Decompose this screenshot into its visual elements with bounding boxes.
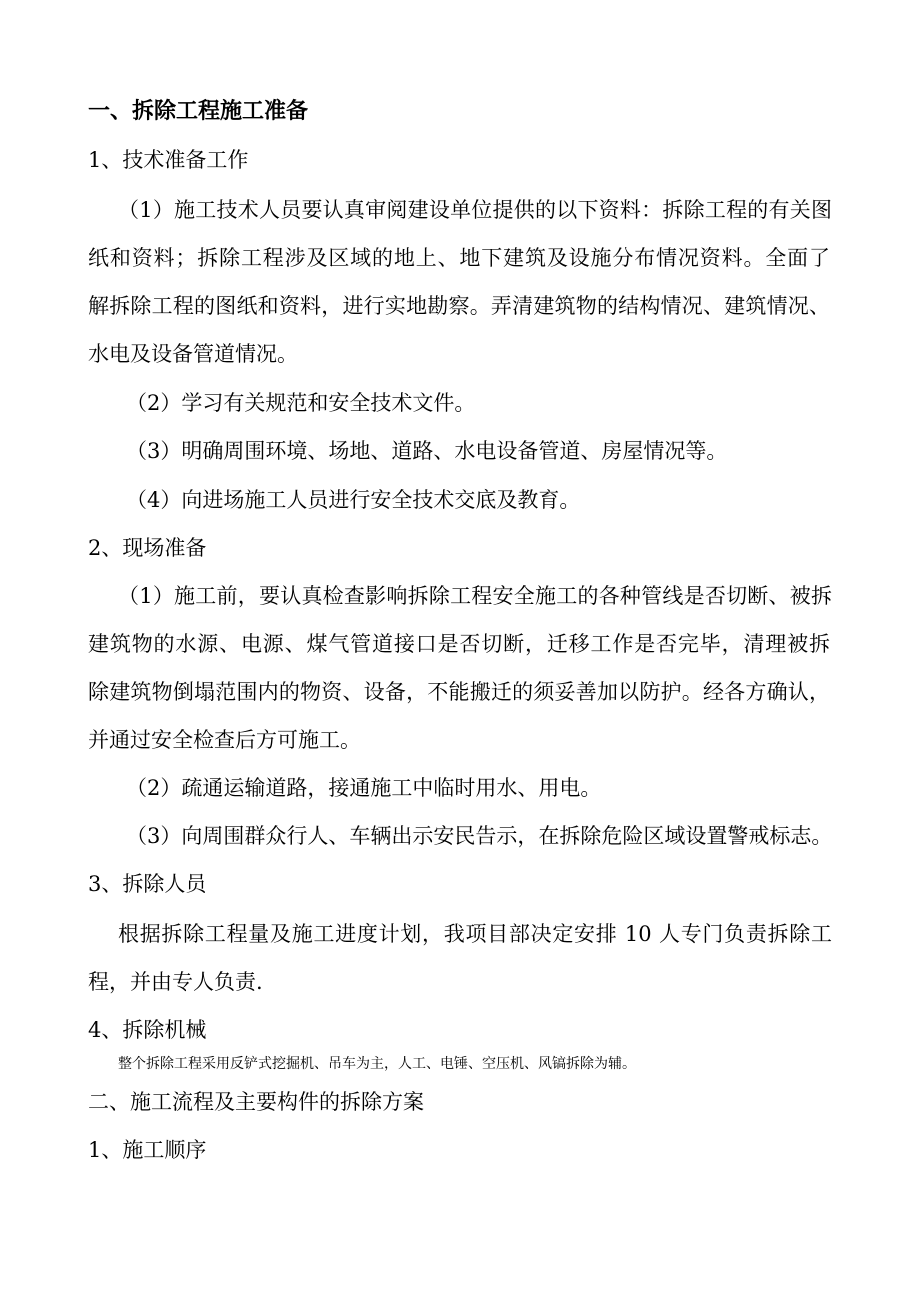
paragraph-line: 建筑物的水源、电源、煤气管道接口是否切断，迁移工作是否完毕，清理被拆 bbox=[88, 632, 830, 656]
paragraph: （3）向周围群众行人、车辆出示安民告示，在拆除危险区域设置警戒标志。 bbox=[126, 824, 833, 848]
paragraph-line: 纸和资料；拆除工程涉及区域的地上、地下建筑及设施分布情况资料。全面了 bbox=[88, 246, 830, 270]
paragraph-line: 并通过安全检查后方可施工。 bbox=[88, 728, 361, 752]
paragraph-line: 程，并由专人负责. bbox=[88, 970, 263, 994]
paragraph: （4）向进场施工人员进行安全技术交底及教育。 bbox=[126, 488, 581, 512]
paragraph: （3）明确周围环境、场地、道路、水电设备管道、房屋情况等。 bbox=[126, 439, 728, 463]
section-title: 2、现场准备 bbox=[88, 536, 207, 560]
paragraph-line: 除建筑物倒塌范围内的物资、设备，不能搬迁的须妥善加以防护。经各方确认， bbox=[88, 680, 830, 704]
paragraph-line: （1）施工技术人员要认真审阅建设单位提供的以下资料：拆除工程的有关图 bbox=[118, 198, 832, 222]
section-title: 1、施工顺序 bbox=[88, 1138, 207, 1162]
paragraph: （2）学习有关规范和安全技术文件。 bbox=[126, 391, 476, 415]
section-title: 1、技术准备工作 bbox=[88, 148, 249, 172]
paragraph-line: 根据拆除工程量及施工进度计划，我项目部决定安排 10 人专门负责拆除工 bbox=[118, 922, 832, 946]
paragraph-line: 水电及设备管道情况。 bbox=[88, 342, 298, 366]
section-title: 4、拆除机械 bbox=[88, 1018, 207, 1042]
chapter-heading: 一、拆除工程施工准备 bbox=[88, 99, 309, 124]
paragraph: （2）疏通运输道路，接通施工中临时用水、用电。 bbox=[126, 776, 602, 800]
chapter-heading: 二、施工流程及主要构件的拆除方案 bbox=[88, 1090, 424, 1114]
paragraph-line: （1）施工前，要认真检查影响拆除工程安全施工的各种管线是否切断、被拆 bbox=[118, 584, 832, 608]
section-title: 3、拆除人员 bbox=[88, 872, 207, 896]
paragraph-line: 解拆除工程的图纸和资料，进行实地勘察。弄清建筑物的结构情况、建筑情况、 bbox=[88, 294, 830, 318]
paragraph: 整个拆除工程采用反铲式挖掘机、吊车为主，人工、电锤、空压机、风镐拆除为辅。 bbox=[118, 1056, 636, 1072]
